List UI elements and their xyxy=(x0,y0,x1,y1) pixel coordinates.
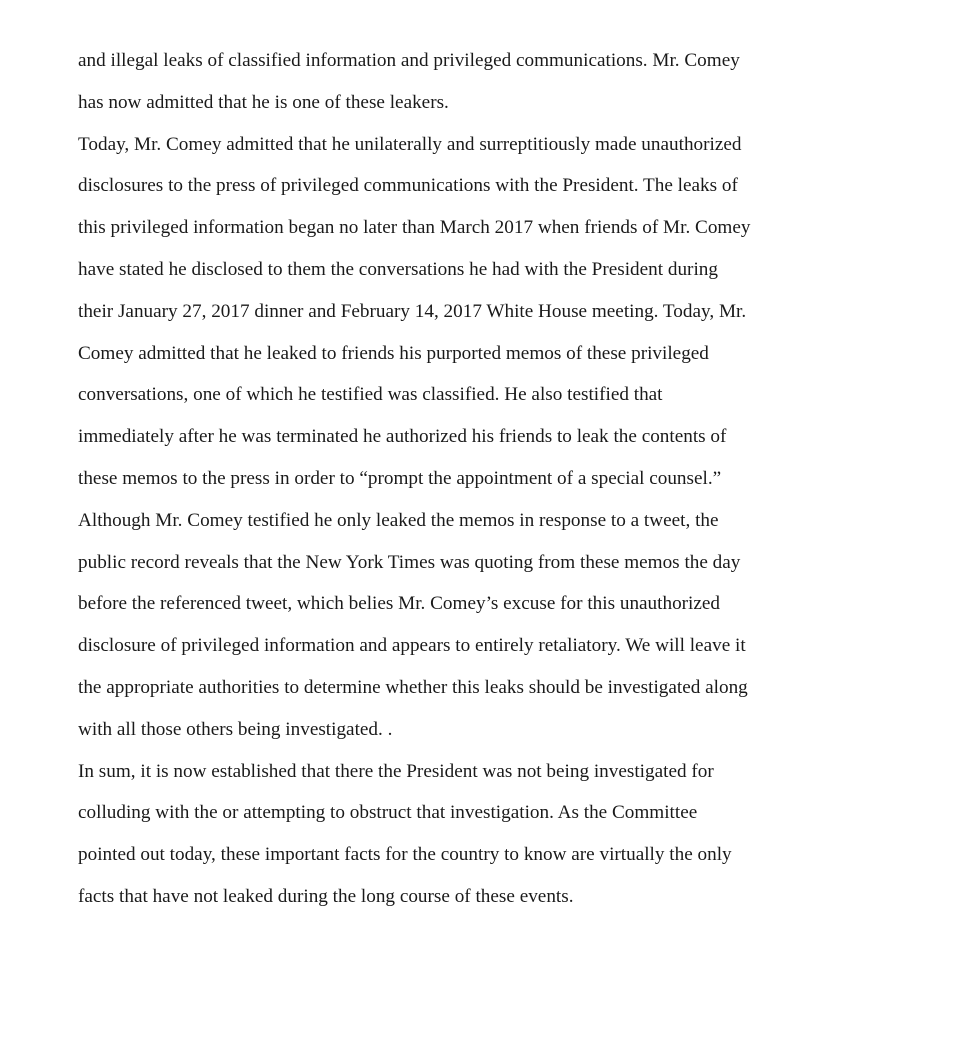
text-line: Comey admitted that he leaked to friends his purported memos of these privileged xyxy=(78,342,709,364)
text-line: has now admitted that he is one of these leakers. xyxy=(78,91,449,113)
text-line: disclosures to the press of privileged communications with the President. The leaks of xyxy=(78,175,738,197)
text-line: their January 27, 2017 dinner and February 14, 2017 White House meeting. Today, Mr. xyxy=(78,300,747,322)
document-body xyxy=(78,40,928,918)
text-line: colluding with the or attempting to obstruct that investigation. As the Committee xyxy=(78,802,698,824)
paragraph-leaks-intro xyxy=(78,40,928,124)
text-line: immediately after he was terminated he authorized his friends to leak the contents of xyxy=(78,426,727,448)
text-line: these memos to the press in order to “prompt the appointment of a special counsel.” xyxy=(78,467,722,489)
text-line: before the referenced tweet, which belies Mr. Comey’s excuse for this unauthorized xyxy=(78,593,721,615)
text-line: this privileged information began no later than March 2017 when friends of Mr. Comey xyxy=(78,217,751,239)
text-line: with all those others being investigated. . xyxy=(78,718,393,740)
text-line: the appropriate authorities to determine whether this leaks should be investigated along xyxy=(78,676,748,698)
text-line: conversations, one of which he testified was classified. He also testified that xyxy=(78,384,663,406)
text-line: Although Mr. Comey testified he only leaked the memos in response to a tweet, the xyxy=(78,509,719,531)
text-line: and illegal leaks of classified information and privileged communications. Mr. Comey xyxy=(78,50,740,71)
text-line: facts that have not leaked during the long course of these events. xyxy=(78,885,574,907)
text-line: In sum, it is now established that there the President was not being investigated for xyxy=(78,760,714,782)
text-line: disclosure of privileged information and appears to entirely retaliatory. We will leave it xyxy=(78,635,746,657)
text-line: pointed out today, these important facts for the country to know are virtually the only xyxy=(78,844,732,866)
paragraph-comey-admission xyxy=(78,124,928,751)
paragraph-in-sum xyxy=(78,751,928,918)
text-line: public record reveals that the New York Times was quoting from these memos the day xyxy=(78,551,741,573)
text-line: have stated he disclosed to them the conversations he had with the President during xyxy=(78,258,718,280)
text-line: Today, Mr. Comey admitted that he unilaterally and surreptitiously made unauthorized xyxy=(78,133,742,155)
